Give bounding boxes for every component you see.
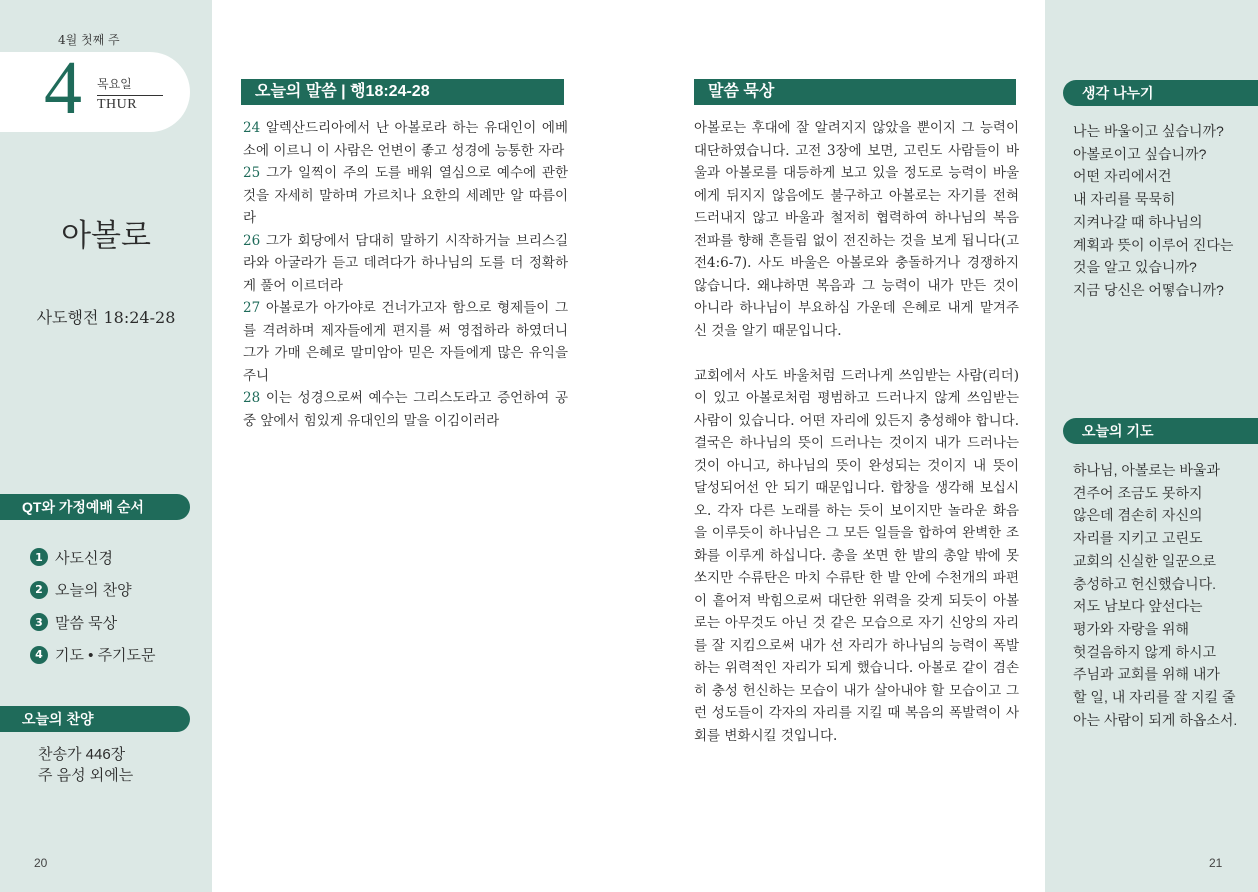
verse-number: 28 — [243, 390, 261, 406]
number-badge: 1 — [30, 548, 48, 566]
date-box — [0, 52, 190, 132]
number-badge: 3 — [30, 613, 48, 631]
week-label: 4월 첫째 주 — [58, 33, 120, 47]
verse-text: 알렉산드리아에서 난 아볼로라 하는 유대인이 에베소에 이르니 이 사람은 언변이 좋고 성경에 능통한 자라 — [243, 120, 568, 159]
sharing-text: 나는 바울이고 싶습니까? 아볼로이고 싶습니까? 어떤 자리에서건 내 자리를 묵묵히 지켜나갈 때 하나님의 계획과 뜻이 이루어 진다는 것을 알고 있습니까? 지금 당신은 어떻습니까? — [1073, 123, 1234, 298]
verse-number: 25 — [243, 165, 261, 181]
qt-order-list — [30, 541, 156, 671]
page-number-right: 21 — [1209, 856, 1223, 870]
verse — [243, 162, 568, 230]
number-badge: 2 — [30, 581, 48, 599]
verse-text: 아볼로가 아가야로 건너가고자 함으로 형제들이 그를 격려하며 제자들에게 편지를 써 영접하라 하였더니 그가 가매 은혜로 말미암아 믿은 자들에게 많은 유익을 주니 — [243, 300, 568, 384]
verse — [243, 387, 568, 432]
list-item-label: 오늘의 찬양 — [55, 582, 132, 600]
verse — [243, 117, 568, 162]
scripture-reference: 사도행전 18:24-28 — [36, 308, 176, 327]
list-item — [30, 574, 156, 607]
scripture-heading: 오늘의 말씀 | 행18:24-28 — [241, 79, 564, 105]
scripture-text — [243, 117, 568, 432]
verse-number: 27 — [243, 300, 261, 316]
hymn-info — [38, 744, 133, 786]
list-item-label: 말씀 묵상 — [55, 614, 118, 632]
meditation-heading: 말씀 묵상 — [694, 79, 1016, 105]
verse-text: 이는 성경으로써 예수는 그리스도라고 증언하여 공중 앞에서 힘있게 유대인의 말을 이김이러라 — [243, 390, 568, 429]
prayer-text: 하나님, 아볼로는 바울과 견주어 조금도 못하지 않은데 겸손히 자신의 자리를 지키고 고린도 교회의 신실한 일꾼으로 충성하고 헌신했습니다. 저도 남보다 앞선다는 평가와 자랑을 위해 헛걸음하지 않게 하시고 주님과 교회를 위해 내가 할 일, 내 자리를 잘 지킬 줄 아는 사람이 되게 하옵소서. — [1073, 462, 1238, 728]
verse-number: 26 — [243, 232, 261, 249]
list-item — [30, 639, 156, 672]
verse-number: 24 — [243, 120, 261, 136]
verse-text: 그가 일찍이 주의 도를 배워 열심으로 예수에 관한 것을 자세히 말하며 가르치나 요한의 세례만 알 따름이라 — [243, 165, 568, 226]
list-item-label: 기도 • 주기도문 — [55, 647, 156, 665]
sharing-heading: 생각 나누기 — [1063, 80, 1258, 106]
day-number: 4 — [44, 46, 82, 130]
meditation-paragraph: 교회에서 사도 바울처럼 드러나게 쓰임받는 사람(리더)이 있고 아볼로처럼 평범하고 드러나지 않게 쓰임받는 사람이 있습니다. 어떤 자리에 있든지 충성해야 합니다. 결국은 하나님의 뜻이 드러나는 것이지 내가 드러나는 것이 아니고, 하나님의 뜻이 완성되는 것이지 내 뜻이 달성되어선 안 되기 때문입니다. 합창을 생각해 보십시오. 각자 다른 노래를 하는 듯이 보이지만 놀라운 화음을 이루듯이 하나님은 그 모든 일들을 합하여 완벽한 조화를 이루게 하십니다. 총을 쏘면 한 발의 총알 밖에 못 쏘지만 수류탄은 마치 수류탄 한 발 안에 수천개의 파편이 흩어져 박힘으로써 대단한 위력을 갖게 되듯이 아볼로는 아무것도 아닌 것 같은 모습으로 자기 신앙의 자리를 잘 지킴으로써 내가 선 자리가 하나님의 능력이 폭발하는 위력적인 자리가 되게 했습니다. 아볼로 같이 겸손히 충성 헌신하는 모습이 내가 살아내야 할 모습이고 그런 성도들이 각자의 자리를 지킬 때 복음의 폭발력이 사회를 변화시킬 것입니다. — [694, 367, 1019, 744]
page-title: 아볼로 — [61, 218, 151, 254]
list-item — [30, 606, 156, 639]
day-english: THUR — [97, 97, 138, 112]
hymn-heading: 오늘의 찬양 — [0, 706, 190, 732]
hymn-title: 주 음성 외에는 — [38, 767, 134, 784]
verse — [243, 230, 568, 298]
verse-text: 그가 회당에서 담대히 말하기 시작하거늘 브리스길라와 아굴라가 듣고 데려다가 하나님의 도를 더 정확하게 풀어 이르더라 — [243, 232, 568, 294]
qt-order-heading: QT와 가정예배 순서 — [0, 494, 190, 520]
prayer-heading: 오늘의 기도 — [1063, 418, 1258, 444]
number-badge: 4 — [30, 646, 48, 664]
verse — [243, 297, 568, 387]
meditation-text — [694, 117, 1019, 747]
hymn-number: 찬송가 446장 — [38, 746, 126, 763]
meditation-paragraph: 아볼로는 후대에 잘 알려지지 않았을 뿐이지 그 능력이 대단하였습니다. 고전 3장에 보면, 고린도 사람들이 바울과 아볼로를 대등하게 보고 있을 정도로 능력이 바울에게 뒤지지 않음에도 불구하고 아볼로는 자기를 전혀 드러내지 않고 바울과 철저히 협력하여 하나님의 복음 전파를 향해 흔들림 없이 전진하는 것을 보게 됩니다(고전4:6-7). 사도 바울은 아볼로와 충돌하거나 경쟁하지 않습니다. 왜냐하면 복음과 그 능력이 내가 만든 것이 아니라 하나님이 부요하심 가운데 은혜로 내게 맡겨주신 것을 알기 때문입니다. — [694, 120, 1019, 339]
day-korean: 목요일 — [97, 77, 132, 91]
list-item-label: 사도신경 — [55, 549, 113, 567]
page-number-left: 20 — [34, 856, 48, 870]
list-item — [30, 541, 156, 574]
day-divider — [97, 95, 163, 96]
